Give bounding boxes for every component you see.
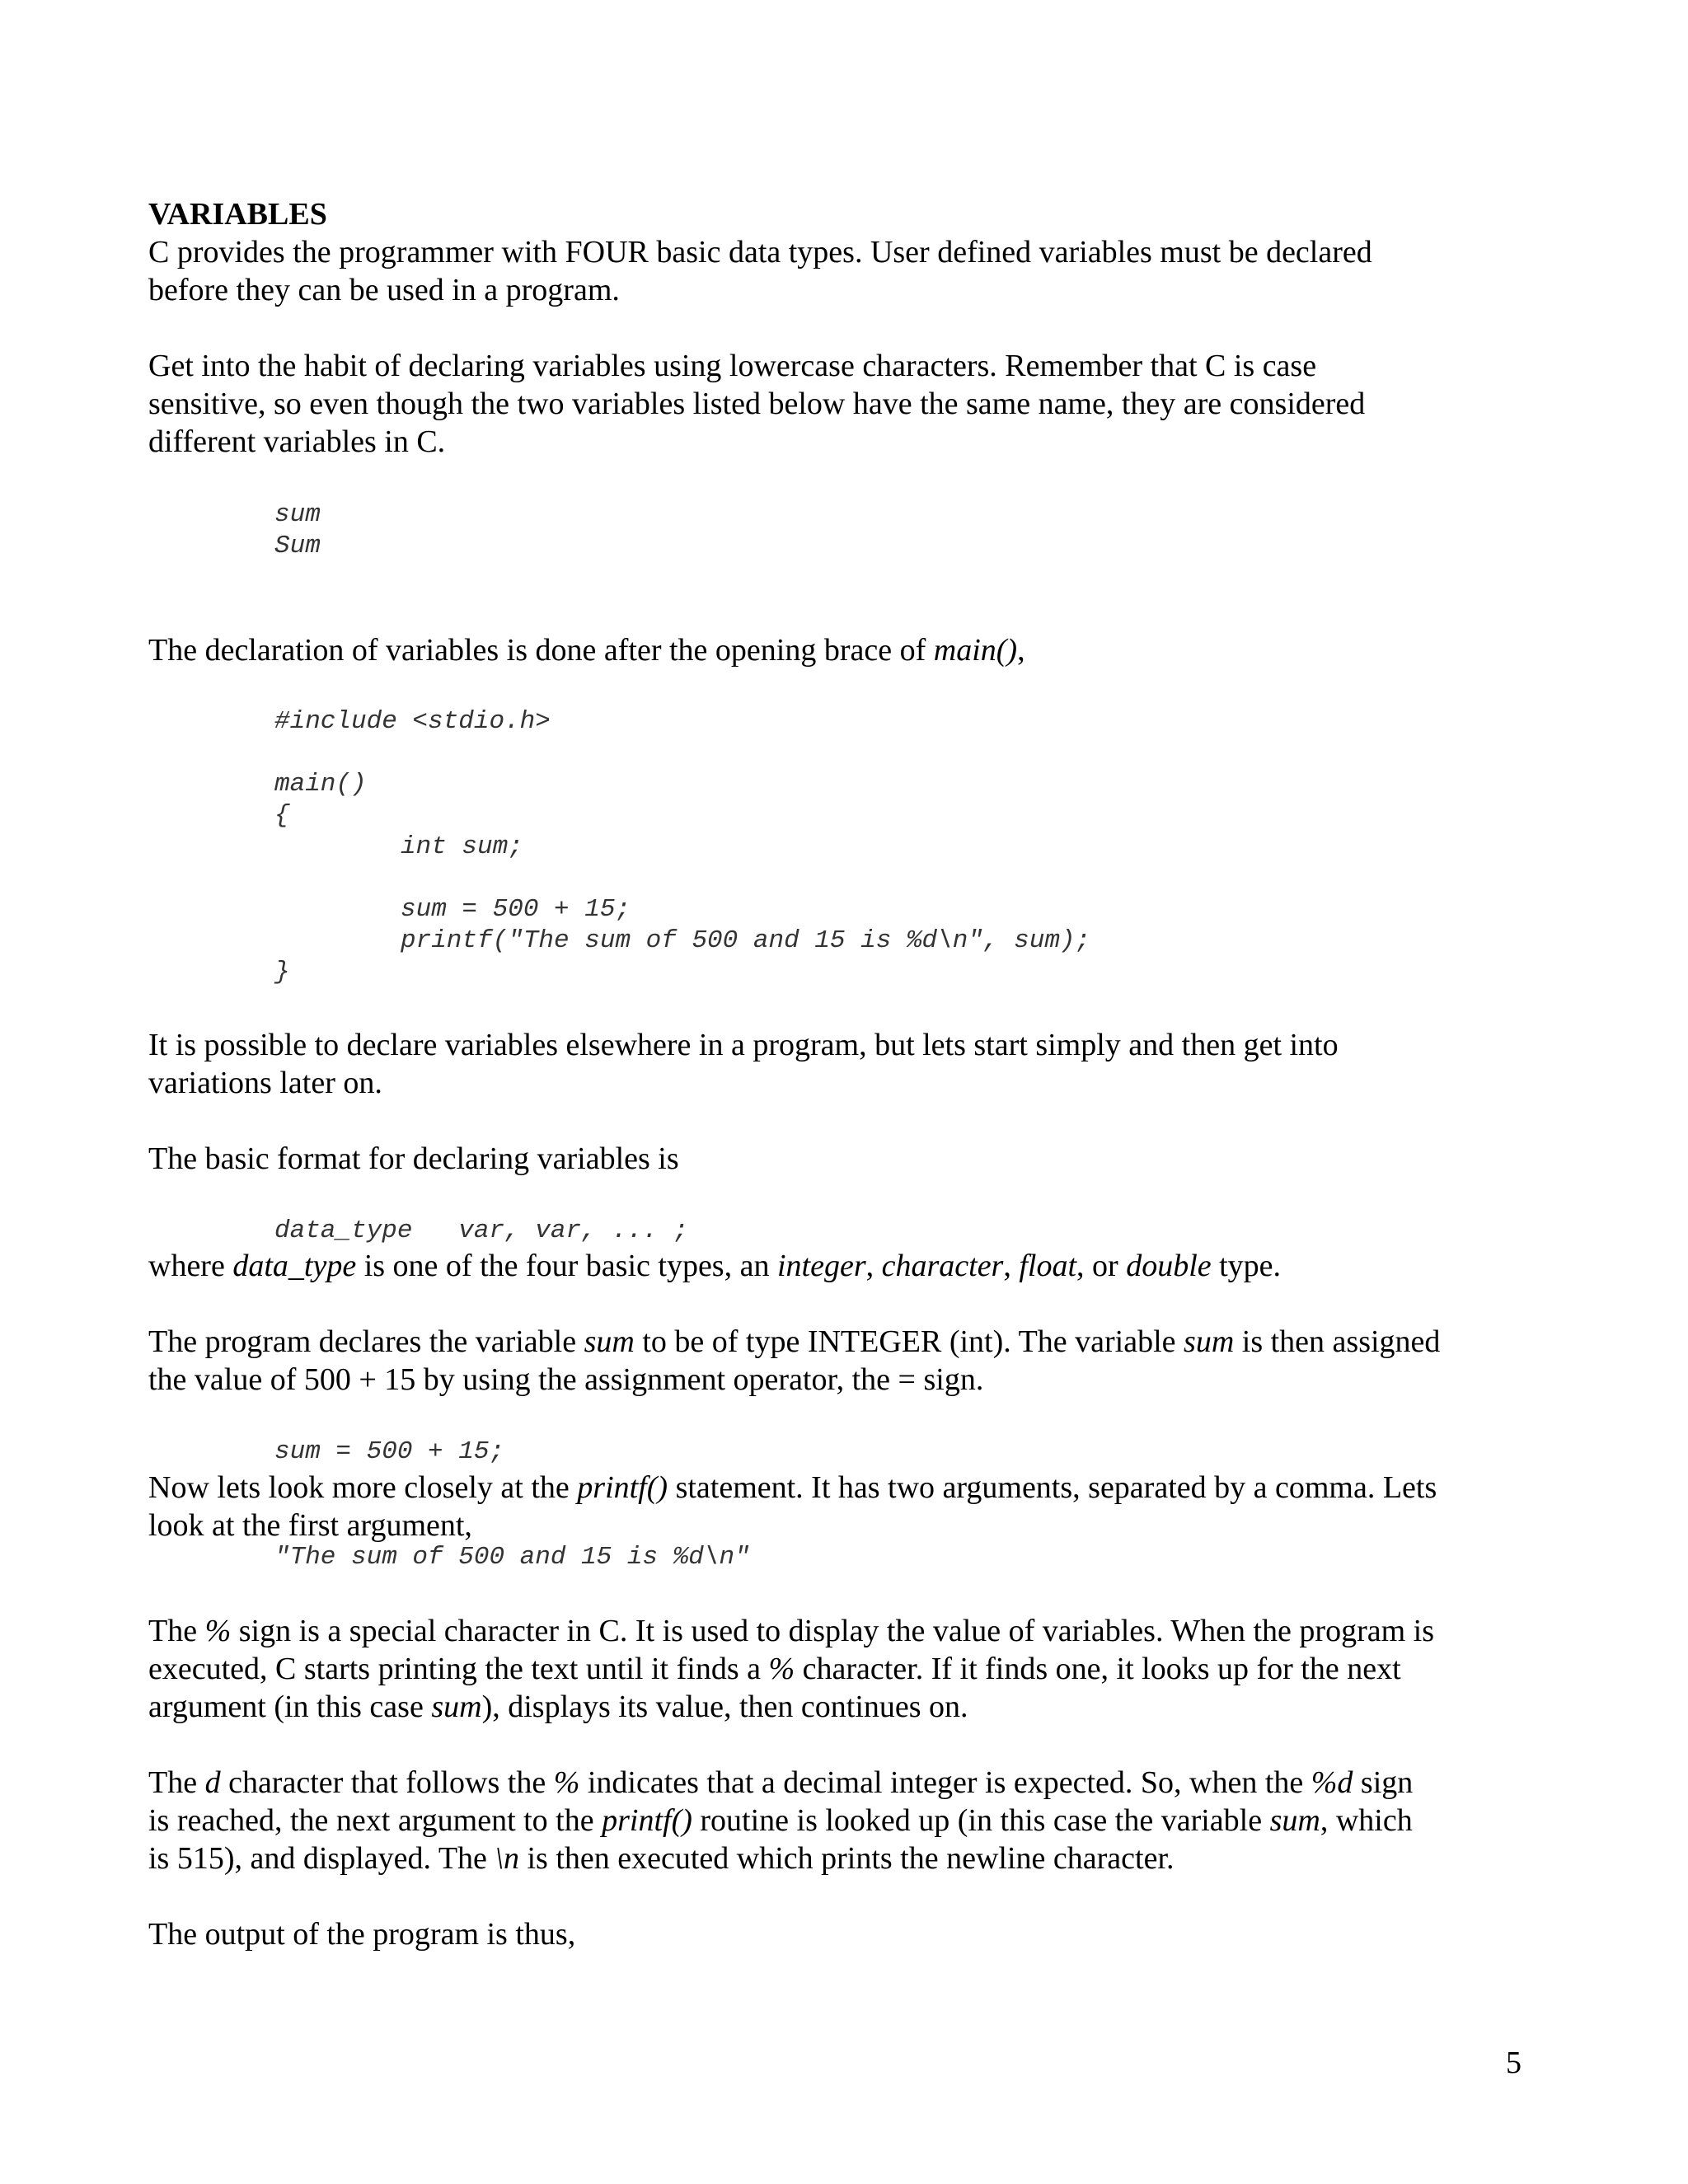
section-heading: VARIABLES	[148, 197, 327, 232]
code-assignment-line: sum = 500 + 15;	[401, 895, 631, 924]
paragraph-basic-format: The basic format for declaring variables is	[148, 1141, 679, 1176]
code-main-line: main()	[274, 770, 367, 799]
code-assignment-example: sum = 500 + 15;	[274, 1437, 505, 1466]
code-printf-line: printf("The sum of 500 and 15 is %d\n", sum);	[401, 926, 1091, 955]
code-close-brace: }	[274, 958, 290, 987]
paragraph-lowercase-line-1: Get into the habit of declaring variables using lowercase characters. Remember that C is case	[148, 349, 1317, 383]
page-number: 5	[1506, 2046, 1522, 2080]
paragraph-intro-line-2: before they can be used in a program.	[148, 273, 620, 307]
paragraph-elsewhere-line-1: It is possible to declare variables elsewhere in a program, but lets start simply and then get into	[148, 1028, 1339, 1062]
paragraph-data-types: where data_type is one of the four basic types, an integer, character, float, or double type.	[148, 1249, 1282, 1283]
paragraph-intro-line-1: C provides the programmer with FOUR basic data types. User defined variables must be declared	[148, 235, 1372, 269]
code-example-name-upper: Sum	[274, 532, 321, 560]
paragraph-percent-line-3: argument (in this case sum), displays its value, then continues on.	[148, 1690, 968, 1724]
paragraph-percent-line-2: executed, C starts printing the text until it finds a % character. If it finds one, it looks up for the next	[148, 1652, 1401, 1686]
paragraph-decimal-line-2: is reached, the next argument to the printf() routine is looked up (in this case the variable sum, which	[148, 1803, 1413, 1838]
paragraph-percent-line-1: The % sign is a special character in C. It is used to display the value of variables. When the program is	[148, 1614, 1435, 1648]
code-open-brace: {	[274, 801, 290, 830]
code-declaration-line: int sum;	[401, 832, 523, 861]
code-format-string: "The sum of 500 and 15 is %d\n"	[274, 1543, 750, 1572]
code-include-line: #include <stdio.h>	[274, 707, 551, 736]
paragraph-printf-line-1: Now lets look more closely at the printf() statement. It has two arguments, separated by a comma. Lets	[148, 1470, 1437, 1505]
code-format-line: data_type var, var, ... ;	[274, 1216, 689, 1245]
paragraph-output-intro: The output of the program is thus,	[148, 1917, 576, 1952]
paragraph-decimal-line-1: The d character that follows the % indicates that a decimal integer is expected. So, when the %d sign	[148, 1765, 1414, 1800]
paragraph-printf-line-2: look at the first argument,	[148, 1508, 472, 1543]
paragraph-lowercase-line-2: sensitive, so even though the two variables listed below have the same name, they are considered	[148, 387, 1366, 421]
paragraph-declaration: The declaration of variables is done after the opening brace of main(),	[148, 633, 1025, 668]
code-example-name-lower: sum	[274, 500, 321, 529]
paragraph-assignment-line-1: The program declares the variable sum to be of type INTEGER (int). The variable sum is then assigned	[148, 1324, 1441, 1359]
paragraph-lowercase-line-3: different variables in C.	[148, 424, 446, 459]
paragraph-elsewhere-line-2: variations later on.	[148, 1066, 382, 1100]
paragraph-decimal-line-3: is 515), and displayed. The \n is then executed which prints the newline character.	[148, 1841, 1175, 1876]
paragraph-assignment-line-2: the value of 500 + 15 by using the assignment operator, the = sign.	[148, 1362, 984, 1397]
